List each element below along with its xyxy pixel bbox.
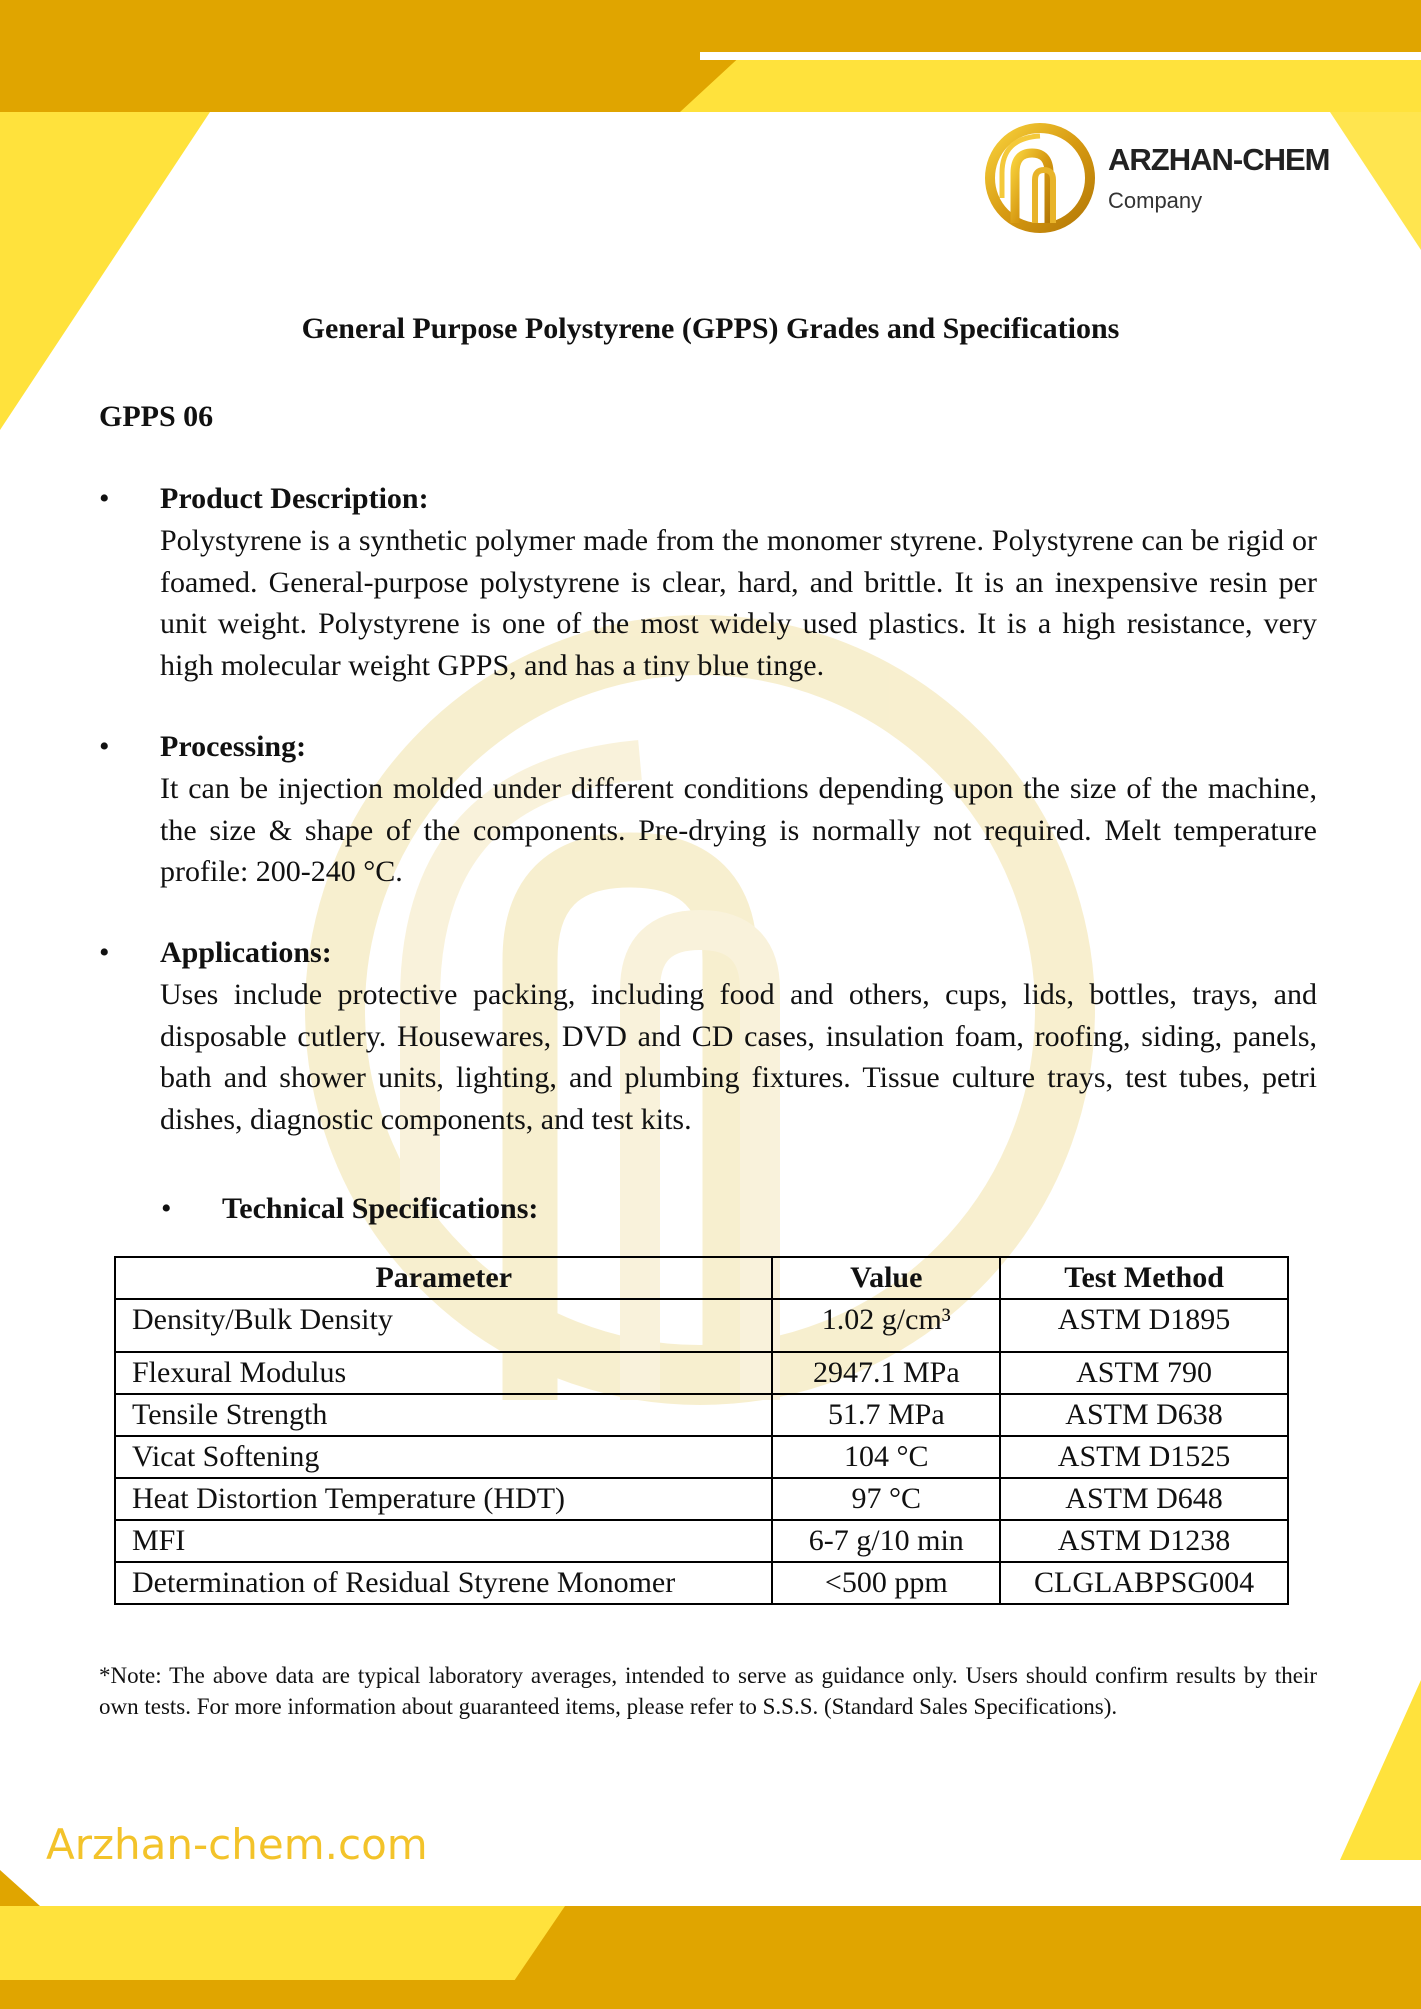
- cell-parameter: Tensile Strength: [115, 1394, 772, 1436]
- cell-value: <500 ppm: [772, 1562, 1000, 1604]
- cell-parameter: Density/Bulk Density: [115, 1299, 772, 1352]
- cell-value: 2947.1 MPa: [772, 1352, 1000, 1394]
- grade-heading: GPPS 06: [99, 400, 214, 433]
- company-subtitle: Company: [1108, 188, 1203, 213]
- section-heading: Product Description:: [160, 482, 429, 515]
- table-row: [115, 1520, 1288, 1562]
- document-title: General Purpose Polystyrene (GPPS) Grades and Specifications: [301, 312, 1120, 345]
- bullet-icon: •: [161, 1192, 172, 1225]
- cell-value: 104 °C: [772, 1436, 1000, 1478]
- header-value: Value: [772, 1257, 1000, 1299]
- cell-parameter: MFI: [115, 1520, 772, 1562]
- table-row: [115, 1478, 1288, 1520]
- cell-value: 1.02 g/cm³: [772, 1299, 1000, 1352]
- footnote: *Note: The above data are typical laboratory averages, intended to serve as guidance only. Users should confirm results by their own tests. For more information about guaranteed items, please refer to S.S.S. (Standard Sales Specifications).: [99, 1663, 1317, 1719]
- header-parameter: Parameter: [115, 1257, 772, 1299]
- cell-parameter: Determination of Residual Styrene Monomer: [115, 1562, 772, 1604]
- cell-test-method: ASTM D638: [1000, 1394, 1288, 1436]
- table-row: [115, 1394, 1288, 1436]
- cell-test-method: ASTM D648: [1000, 1478, 1288, 1520]
- section-body: Uses include protective packing, including food and others, cups, lids, bottles, trays, and disposable cutlery. Housewares, DVD and CD cases, insulation foam, roofing, siding, panels, bath and shower units, lighting, and plumbing fixtures. Tissue culture trays, test tubes, petri dishes, diagnostic components, and test kits.: [160, 978, 1317, 1136]
- cell-parameter: Flexural Modulus: [115, 1352, 772, 1394]
- bullet-icon: •: [99, 730, 110, 763]
- cell-parameter: Vicat Softening: [115, 1436, 772, 1478]
- cell-value: 51.7 MPa: [772, 1394, 1000, 1436]
- cell-test-method: ASTM 790: [1000, 1352, 1288, 1394]
- table-header-row: [115, 1257, 1288, 1299]
- company-name: ARZHAN-CHEM: [1108, 142, 1330, 177]
- section-body: Polystyrene is a synthetic polymer made from the monomer styrene. Polystyrene can be rigid or foamed. General-purpose polystyrene is clear, hard, and brittle. It is an inexpensive resin per unit weight. Polystyrene is one of the most widely used plastics. It is a high resistance, very high molecular weight GPPS, and has a tiny blue tinge.: [160, 524, 1317, 682]
- cell-test-method: ASTM D1895: [1000, 1299, 1288, 1352]
- cell-value: 97 °C: [772, 1478, 1000, 1520]
- header-test-method: Test Method: [1000, 1257, 1288, 1299]
- website-link[interactable]: Arzhan-chem.com: [46, 1820, 428, 1869]
- table-row: [115, 1299, 1288, 1352]
- spec-heading: Technical Specifications:: [222, 1192, 539, 1225]
- table-row: [115, 1352, 1288, 1394]
- cell-test-method: ASTM D1525: [1000, 1436, 1288, 1478]
- section-heading: Processing:: [160, 730, 307, 763]
- cell-test-method: CLGLABPSG004: [1000, 1562, 1288, 1604]
- table-row: [115, 1562, 1288, 1604]
- spec-table: [114, 1256, 1289, 1605]
- table-row: [115, 1436, 1288, 1478]
- bullet-icon: •: [99, 936, 110, 969]
- cell-parameter: Heat Distortion Temperature (HDT): [115, 1478, 772, 1520]
- cell-test-method: ASTM D1238: [1000, 1520, 1288, 1562]
- cell-value: 6-7 g/10 min: [772, 1520, 1000, 1562]
- bullet-icon: •: [99, 482, 110, 515]
- section-heading: Applications:: [160, 936, 332, 969]
- section-body: It can be injection molded under different conditions depending upon the size of the machine, the size & shape of the components. Pre-drying is normally not required. Melt temperature profile: 200-240 °C.: [160, 772, 1317, 888]
